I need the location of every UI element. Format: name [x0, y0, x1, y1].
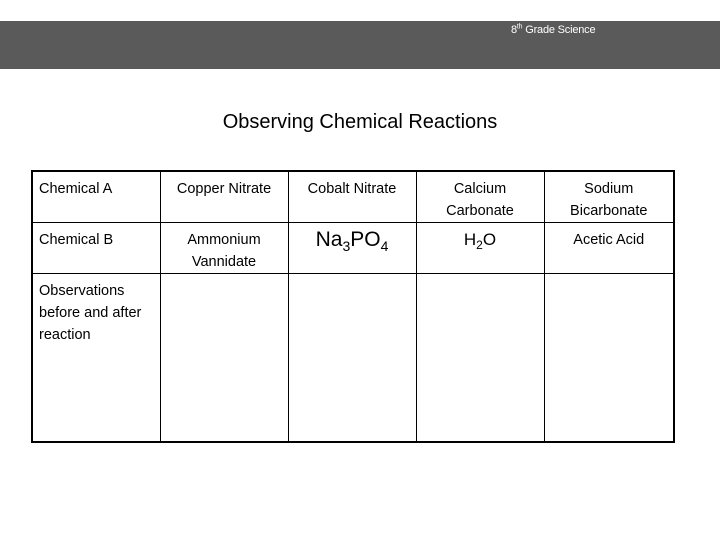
table-row-chemical-a	[32, 171, 674, 223]
row-label-chemical-b: Chemical B	[32, 223, 160, 274]
subject-label: Grade Science	[522, 24, 596, 36]
row-label-observations: Observations before and after reaction	[32, 274, 160, 442]
formula-sodium-phosphate: $Na_3PO_4$	[288, 223, 416, 274]
grade-number: 8	[511, 24, 517, 36]
page-title: Observing Chemical Reactions	[222, 111, 498, 133]
table-cell: Copper Nitrate	[160, 171, 288, 223]
observation-cell[interactable]	[416, 274, 544, 442]
header-bar	[0, 21, 720, 69]
formula-water: $H_2O$	[416, 223, 544, 274]
table-cell: Cobalt Nitrate	[288, 171, 416, 223]
table-row-chemical-b	[32, 223, 674, 274]
table-cell: Acetic Acid	[544, 223, 674, 274]
course-label	[511, 24, 595, 36]
observation-cell[interactable]	[160, 274, 288, 442]
observation-cell[interactable]	[288, 274, 416, 442]
table-cell: Ammonium Vannidate	[160, 223, 288, 274]
row-label-chemical-a: Chemical A	[32, 171, 160, 223]
grade-suffix: th	[516, 23, 523, 31]
table-cell: Sodium Bicarbonate	[544, 171, 674, 223]
table-row-observations	[32, 274, 674, 442]
observation-cell[interactable]	[544, 274, 674, 442]
table-cell: Calcium Carbonate	[416, 171, 544, 223]
reaction-table	[31, 170, 675, 443]
